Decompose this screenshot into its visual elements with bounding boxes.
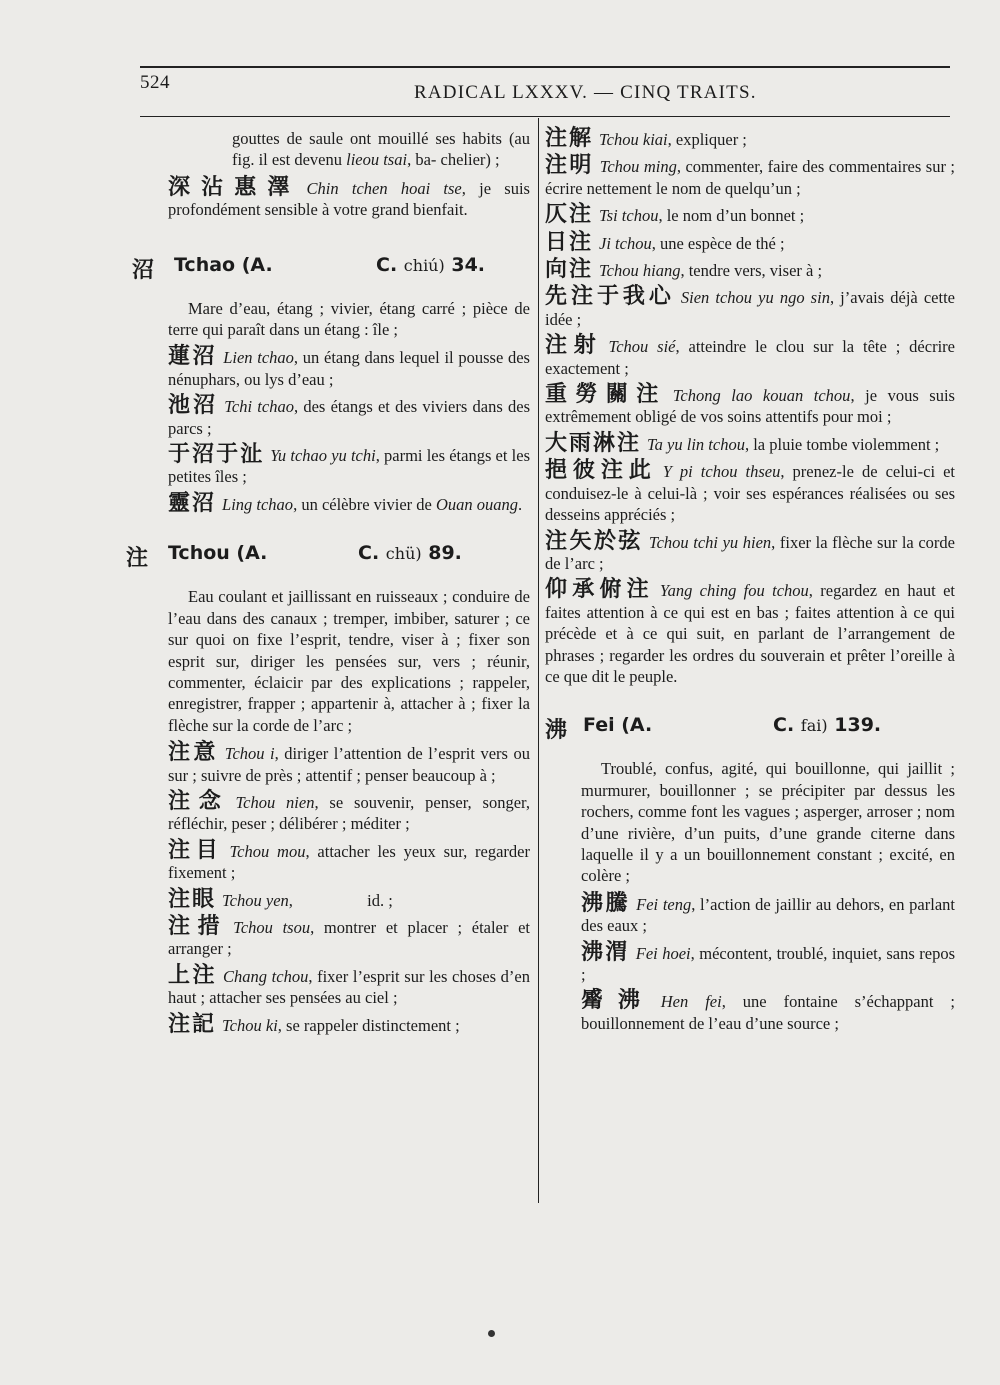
entry-romanization: Tchou ming xyxy=(599,157,677,177)
continuation-line: (au fig. il est devenu xyxy=(232,129,531,170)
entry xyxy=(545,990,955,1034)
entry xyxy=(168,490,530,516)
entry-definition: , se rappeler distinctement ; xyxy=(277,1015,460,1035)
entry-romanization: Ouan ouang xyxy=(436,494,519,514)
entry xyxy=(545,384,955,428)
head-character: 沸 xyxy=(545,718,568,744)
entry-romanization: Tchi tchao xyxy=(224,397,294,417)
entry-definition: , l’action de jaillir au dehors, en parlant des eaux ; xyxy=(581,894,955,936)
entry-characters: 注明 xyxy=(545,153,594,179)
entry-definition: , regardez en haut et faites attention à ce qui est en bas ; faites attention à ce qui précède et à ce qui suit, en parlant de l’arrangement de phrases ; regarder les ordres du souverain et prêter l’oreille à ce que dit le peuple. xyxy=(545,581,955,686)
entry-definition: , un célèbre vivier de xyxy=(293,494,436,514)
entry-definition: , je vous suis extrêmement obligé de vos soins attentifs pour moi ; xyxy=(545,386,955,427)
entry xyxy=(545,335,955,379)
entry-romanization: Yang ching fou tchou xyxy=(659,581,809,601)
entry-definition: , id. ; xyxy=(288,890,393,910)
continuation-line: gouttes de saule ont mouillé ses habits xyxy=(232,129,502,148)
code-number: 139. xyxy=(834,714,882,737)
continuation-line: , ba- xyxy=(407,150,437,170)
header-rule-top xyxy=(140,66,950,68)
entry-definition: , mécontent, troublé, inquiet, sans repos ; xyxy=(581,943,955,984)
entry-romanization: Tchou hiang xyxy=(599,261,681,281)
code-number: 34. xyxy=(451,253,486,276)
entry-definition: , diriger l’attention de l’esprit vers ou sur ; suivre de près ; attentif ; penser beaucoup à ; xyxy=(168,744,530,785)
entry-romanization: Tchou sié xyxy=(608,337,676,357)
entry-definition: , commenter, faire des commentaires sur ; écrire nettement le nom de quelqu’un ; xyxy=(545,157,955,198)
head-reading: Fei (A. xyxy=(583,714,653,737)
code-prefix: C. xyxy=(773,714,795,737)
entry xyxy=(168,913,530,960)
head-code xyxy=(358,542,462,564)
entry-romanization: Tchou nien xyxy=(235,792,315,812)
entry-characters: 注解 xyxy=(545,126,594,151)
continuation-romanization: lieou tsai xyxy=(346,150,408,170)
entry xyxy=(545,155,955,199)
entry-definition: , j’avais déjà cette idée ; xyxy=(545,288,955,329)
entry-characters: 注眼 xyxy=(168,886,217,912)
entry-romanization: Yu tchao yu tchi xyxy=(270,446,376,466)
entry-romanization: Tchou tchi yu hien xyxy=(648,532,772,552)
right-column xyxy=(545,128,955,1039)
head-character: 注 xyxy=(126,546,149,572)
entry-romanization: Chang tchou xyxy=(223,966,309,986)
entry-romanization: Tchou tsou xyxy=(233,917,311,937)
entry-romanization: Tchou i xyxy=(224,744,275,764)
entry-definition: , expliquer ; xyxy=(667,130,747,149)
entry xyxy=(545,460,955,525)
entry-romanization: Tchou kiai xyxy=(599,130,668,149)
entry xyxy=(545,259,955,281)
column-divider xyxy=(538,118,539,1203)
entry-definition: , se souvenir, penser, songer, réfléchir, peser ; délibérer ; méditer ; xyxy=(168,792,530,834)
header-rule-bottom xyxy=(140,116,950,117)
entry xyxy=(545,430,955,456)
code-number: 89. xyxy=(428,542,462,565)
entry-characters: 向注 xyxy=(545,257,594,283)
entry-romanization: Ji tchou xyxy=(599,233,652,253)
entry xyxy=(168,444,530,488)
entry-definition: , je suis profondément sensible à votre grand bienfait. xyxy=(168,178,530,220)
entry-characters: 蓮沼 xyxy=(168,344,218,370)
entry-definition: , tendre vers, viser à ; xyxy=(680,261,823,281)
entry xyxy=(545,890,955,937)
code-literal: chü) xyxy=(385,544,422,564)
entry-definition: , un étang dans lequel il pousse des nénuphars, ou lys d’eau ; xyxy=(168,348,530,389)
code-literal: chiú) xyxy=(403,255,445,275)
continuation-text xyxy=(168,128,530,171)
left-column xyxy=(126,128,531,1041)
entry-characters: 注意 xyxy=(168,740,219,766)
entry-romanization: Tchou yen xyxy=(222,890,289,910)
entry-romanization: Y pi tchou thseu xyxy=(662,462,781,482)
entry xyxy=(545,579,955,687)
entry xyxy=(168,886,530,912)
entry xyxy=(168,346,530,390)
entry-romanization: Tsi tchou xyxy=(599,206,659,226)
head-definition: Mare d’eau, étang ; vivier, étang carré ; pièce de terre qui paraît dans un étang : île ; xyxy=(168,298,530,340)
entry-characters: 挹彼注此 xyxy=(545,458,657,484)
entry-characters: 于沼于沚 xyxy=(168,442,265,468)
code-prefix: C. xyxy=(376,253,398,276)
head-code xyxy=(376,254,485,276)
entry-characters: 先注于我心 xyxy=(545,284,675,310)
head-reading: Tchao (A. xyxy=(174,253,273,276)
entry xyxy=(168,837,530,884)
head-code xyxy=(773,714,881,736)
entry-romanization: Fei hoei xyxy=(635,943,691,963)
entry-definition: , parmi les étangs et les petites îles ; xyxy=(168,446,530,487)
entry-characters: 觱沸 xyxy=(581,988,655,1014)
entry-characters: 注措 xyxy=(168,913,228,939)
entry xyxy=(545,128,955,150)
entry-romanization: Lien tchao xyxy=(223,348,294,368)
page-number: 524 xyxy=(140,72,170,93)
entry-definition: , prenez-le de celui-ci et conduisez-le à celui-là ; voir ses espérances réalisées ou ses desseins appréciés ; xyxy=(545,462,955,525)
entry xyxy=(545,939,955,986)
continuation-line: chelier) ; xyxy=(440,150,500,170)
head-entry-tchou xyxy=(126,542,536,572)
entry-definition: , une espèce de thé ; xyxy=(651,233,785,253)
entry-definition: , montrer et placer ; étaler et arranger ; xyxy=(168,917,530,959)
entry-characters: 仰承俯注 xyxy=(545,577,654,603)
entry-characters: 注矢於弦 xyxy=(545,528,643,554)
entry-romanization: Hen fei xyxy=(660,992,722,1012)
entry-characters: 池沼 xyxy=(168,393,219,419)
entry-definition: , fixer la flèche sur la corde de l’arc ; xyxy=(545,532,955,573)
entry-definition: , une fontaine s’échappant ; bouillonnement de l’eau d’une source ; xyxy=(581,992,955,1033)
entry-romanization: Fei teng xyxy=(636,894,692,914)
entry-definition: , fixer l’esprit sur les choses d’en haut ; attacher ses pensées au ciel ; xyxy=(168,966,530,1008)
head-character: 沼 xyxy=(132,257,155,283)
entry xyxy=(545,229,955,255)
entry-characters: 沸渭 xyxy=(581,939,630,965)
head-definition: Eau coulant et jaillissant en ruisseaux ; conduire de l’eau dans des canaux ; tremper, imbiber, saturer ; ce sur quoi on fixe l’esprit, tendre, viser à ; fixer son esprit sur, diriger les pensées sur, vers ; réunir, commenter, éclaicir par des explications ; rappeler, enregistrer, frapper ; appartenir à, attacher à ; fixer la flèche sur la corde de l’arc ; xyxy=(168,587,530,735)
entry-characters: 仄注 xyxy=(545,202,594,228)
entry-characters: 深沾惠澤 xyxy=(168,174,301,200)
entry-characters: 大雨淋注 xyxy=(545,430,642,456)
head-definition: Troublé, confus, agité, qui bouillonne, qui jaillit ; murmurer, bouillonner ; se précipiter par dessus les rochers, comme font les vagues ; asperger, arroser ; nom d’une rivière, d’un puits, d’une grande citerne dans laquelle il y a un bouillonnement constant ; excité, en colère ; xyxy=(581,759,955,886)
entry-characters: 靈沼 xyxy=(168,490,217,516)
running-title: RADICAL LXXXV. — CINQ TRAITS. xyxy=(414,82,757,103)
entry xyxy=(168,962,530,1009)
entry-romanization: Tchou mou xyxy=(229,841,306,861)
entry-definition: , le nom d’un bonnet ; xyxy=(658,206,805,226)
entry-definition: , la pluie tombe violemment ; xyxy=(744,434,940,454)
entry-romanization: Ta yu lin tchou xyxy=(647,434,745,454)
entry-definition: , des étangs et des viviers dans des parcs ; xyxy=(168,397,531,438)
entry xyxy=(168,395,530,439)
entry-romanization: Sien tchou yu ngo sin xyxy=(680,288,830,308)
entry-characters: 上注 xyxy=(168,962,218,988)
entry-characters: 日注 xyxy=(545,229,594,255)
entry xyxy=(168,788,530,835)
head-entry-tchao xyxy=(132,253,532,283)
entry xyxy=(168,742,530,786)
entry xyxy=(168,1011,530,1037)
entry-romanization: Ling tchao xyxy=(222,494,294,514)
entry-definition: . xyxy=(518,494,523,514)
entry-characters: 沸騰 xyxy=(581,890,631,916)
head-reading: Tchou (A. xyxy=(168,542,268,565)
entry xyxy=(545,528,955,575)
code-prefix: C. xyxy=(358,542,380,565)
entry-definition: , attacher les yeux sur, regarder fixement ; xyxy=(168,841,530,883)
entry-characters: 注記 xyxy=(168,1011,217,1037)
entry xyxy=(545,204,955,226)
entry-characters: 重勞關注 xyxy=(545,382,667,408)
entry-characters: 注目 xyxy=(168,837,224,863)
code-literal: fai) xyxy=(800,716,828,736)
entry xyxy=(545,286,955,330)
printer-dot xyxy=(488,1330,495,1337)
entry-characters: 注射 xyxy=(545,333,603,359)
entry-romanization: Chin tchen hoai tse xyxy=(306,178,462,198)
entry-definition: , atteindre le clou sur la tête ; décrire exactement ; xyxy=(545,337,955,378)
entry xyxy=(168,174,530,221)
head-entry-fei xyxy=(545,714,955,744)
entry-romanization: Tchou ki xyxy=(222,1015,278,1035)
entry-characters: 注念 xyxy=(168,788,230,814)
entry-romanization: Tchong lao kouan tchou xyxy=(672,386,851,406)
